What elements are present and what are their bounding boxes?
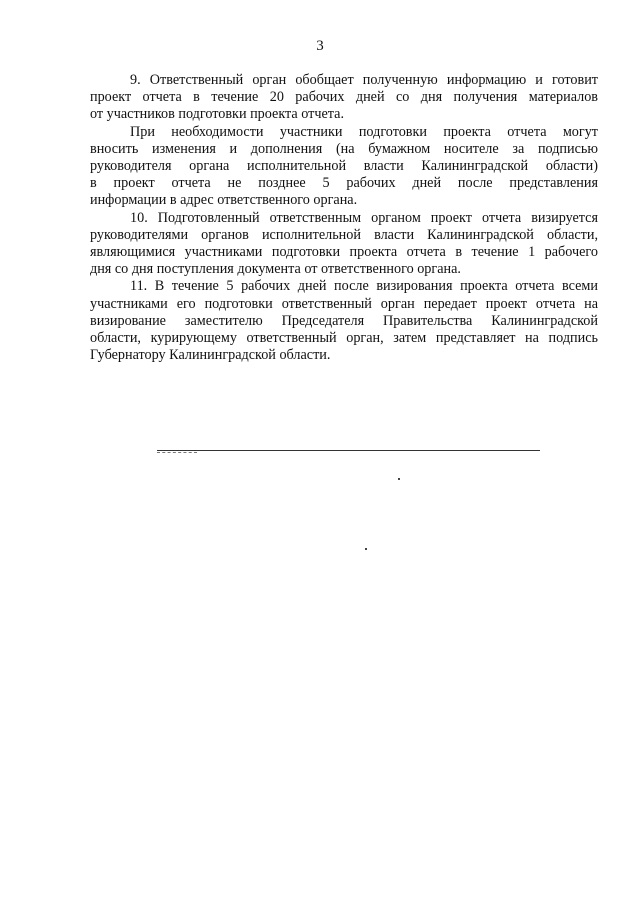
text-line: визирование заместителю Председателя Правительства Калининградской — [90, 312, 598, 329]
paragraph-amendments — [90, 124, 598, 210]
separator-dash — [157, 452, 197, 453]
text-line: участниками его подготовки ответственный орган передает проект отчета на — [90, 295, 598, 312]
separator-line — [157, 450, 540, 451]
text-line: от участников подготовки проекта отчета. — [90, 106, 345, 123]
text-line: 9. Ответственный орган обобщает полученную информацию и готовит — [130, 72, 598, 88]
text-line: являющимися участниками подготовки проекта отчета в течение 1 рабочего — [90, 244, 598, 261]
text-line: вносить изменения и дополнения (на бумажном носителе за подписью — [90, 140, 598, 157]
text-line: информации в адрес ответственного органа. — [90, 192, 358, 209]
text-line: руководителями органов исполнительной власти Калининградской области, — [90, 226, 598, 243]
scan-speck — [365, 548, 367, 550]
text-line: дня со дня поступления документа от ответственного органа. — [90, 261, 461, 278]
text-line: 11. В течение 5 рабочих дней после визирования проекта отчета всеми — [130, 278, 598, 295]
text-line: руководителя органа исполнительной власти Калининградской области) — [90, 158, 598, 175]
text-line: области, курирующему ответственный орган, затем представляет на подпись — [90, 330, 598, 347]
text-line: в проект отчета не позднее 5 рабочих дней после представления — [90, 175, 598, 192]
text-line: 10. Подготовленный ответственным органом проект отчета визируется — [130, 209, 598, 226]
paragraph-11 — [90, 278, 598, 364]
text-line: Губернатору Калининградской области. — [90, 347, 331, 364]
text-line: проект отчета в течение 20 рабочих дней со дня получения материалов — [90, 89, 598, 106]
scan-speck — [398, 478, 400, 480]
paragraph-10 — [90, 210, 598, 279]
document-body — [90, 72, 598, 364]
paragraph-9 — [90, 72, 598, 124]
text-line: При необходимости участники подготовки проекта отчета могут — [130, 123, 598, 140]
page-number: 3 — [316, 38, 324, 54]
